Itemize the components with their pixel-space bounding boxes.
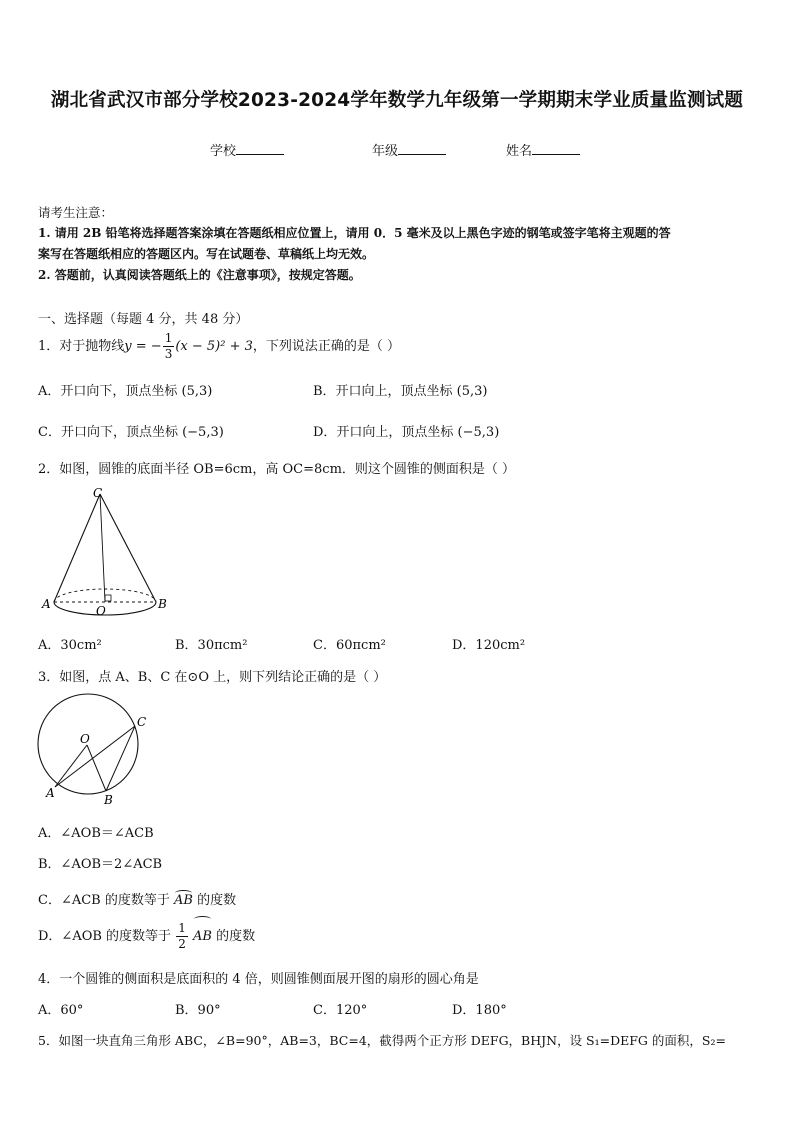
name-blank[interactable] — [532, 142, 580, 155]
q2-option-d[interactable]: D．120cm² — [452, 638, 526, 653]
q3-option-c-text: C．∠ACB 的度数等于 — [38, 893, 170, 908]
school-field[interactable] — [210, 140, 284, 159]
q3-d-frac-numerator: 1 — [178, 921, 186, 935]
q3-option-d-text: D．∠AOB 的度数等于 — [38, 929, 172, 944]
q3-option-c-arc: AB — [174, 893, 193, 908]
circle-label-c: C — [137, 715, 147, 729]
q2-option-c[interactable]: C．60πcm² — [313, 638, 386, 653]
cone-label-a: A — [42, 597, 51, 611]
circle-figure — [30, 690, 160, 810]
cone-label-c: C — [93, 486, 103, 500]
cone-label-o: O — [96, 604, 106, 618]
grade-field[interactable] — [372, 140, 446, 159]
q4-option-b[interactable]: B．90° — [175, 1003, 221, 1018]
notice-line-1a: 1. 请用 2B 铅笔将选择题答案涂填在答题纸相应位置上，请用 0．5 毫米及以上黑色字迹的钢笔或签字笔将主观题的答 — [38, 226, 671, 240]
question-3-stem: 3．如图，点 A、B、C 在⊙O 上，则下列结论正确的是（ ） — [38, 670, 387, 685]
q3-option-b[interactable]: B．∠AOB＝2∠ACB — [38, 857, 163, 872]
q3-option-a[interactable]: A．∠AOB＝∠ACB — [38, 826, 154, 841]
notice-line-2: 2. 答题前，认真阅读答题纸上的《注意事项》，按规定答题。 — [38, 268, 361, 282]
question-4-stem: 4．一个圆锥的侧面积是底面积的 4 倍，则圆锥侧面展开图的扇形的圆心角是 — [38, 972, 479, 987]
q3-option-d-suffix: 的度数 — [216, 929, 256, 944]
q4-option-a[interactable]: A．60° — [38, 1003, 84, 1018]
q2-option-b[interactable]: B．30πcm² — [175, 638, 248, 653]
section-heading: 一、选择题（每题 4 分，共 48 分） — [38, 312, 249, 327]
grade-label: 年级 — [372, 144, 399, 159]
cone-label-b: B — [158, 597, 167, 611]
q1-formula-rhs: (x − 5)² + 3 — [175, 339, 253, 354]
q1-fraction — [163, 331, 175, 362]
q1-prefix: 1．对于抛物线 — [38, 339, 125, 354]
question-1-stem — [38, 330, 400, 364]
question-5-stem: 5．如图一块直角三角形 ABC，∠B=90°，AB=3，BC=4，截得两个正方形 DEFG，BHJN，设 S₁=DEFG 的面积，S₂= — [38, 1033, 726, 1048]
question-2-stem: 2．如图，圆锥的底面半径 OB=6cm，高 OC=8cm．则这个圆锥的侧面积是（ ） — [38, 462, 516, 477]
name-label: 姓名 — [506, 144, 533, 159]
q3-option-d-fraction — [176, 921, 188, 952]
q3-option-d-arc: AB — [193, 919, 212, 955]
circle-label-a: A — [46, 786, 55, 800]
circle-label-b: B — [104, 793, 113, 807]
q3-option-d[interactable] — [38, 919, 255, 955]
school-blank[interactable] — [236, 142, 284, 155]
q1-frac-numerator: 1 — [164, 331, 173, 345]
q3-option-c[interactable] — [38, 889, 236, 908]
notice-line-1b: 案写在答题纸相应的答题区内。写在试题卷、草稿纸上均无效。 — [38, 247, 375, 261]
q1-option-a[interactable]: A．开口向下，顶点坐标 (5,3) — [38, 384, 213, 399]
q1-option-b[interactable]: B．开口向上，顶点坐标 (5,3) — [313, 384, 488, 399]
q4-option-c[interactable]: C．120° — [313, 1003, 368, 1018]
q1-frac-denominator: 3 — [164, 347, 173, 361]
q2-option-a[interactable]: A．30cm² — [38, 638, 102, 653]
grade-blank[interactable] — [398, 142, 446, 155]
q1-suffix: ，下列说法正确的是（ ） — [252, 339, 401, 354]
q1-option-c[interactable]: C．开口向下，顶点坐标 (−5,3) — [38, 425, 224, 440]
school-label: 学校 — [210, 144, 237, 159]
page-title: 湖北省武汉市部分学校2023-2024学年数学九年级第一学期期末学业质量监测试题 — [50, 90, 744, 111]
cone-figure — [36, 482, 176, 622]
circle-label-o: O — [80, 732, 90, 746]
q1-option-d[interactable]: D．开口向上，顶点坐标 (−5,3) — [313, 425, 500, 440]
q3-option-c-suffix: 的度数 — [197, 893, 237, 908]
q4-option-d[interactable]: D．180° — [452, 1003, 507, 1018]
notice-heading: 请考生注意： — [38, 205, 114, 220]
name-field[interactable] — [506, 140, 580, 159]
q3-d-frac-denominator: 2 — [178, 937, 186, 951]
q1-formula-lhs: y = − — [124, 339, 162, 354]
